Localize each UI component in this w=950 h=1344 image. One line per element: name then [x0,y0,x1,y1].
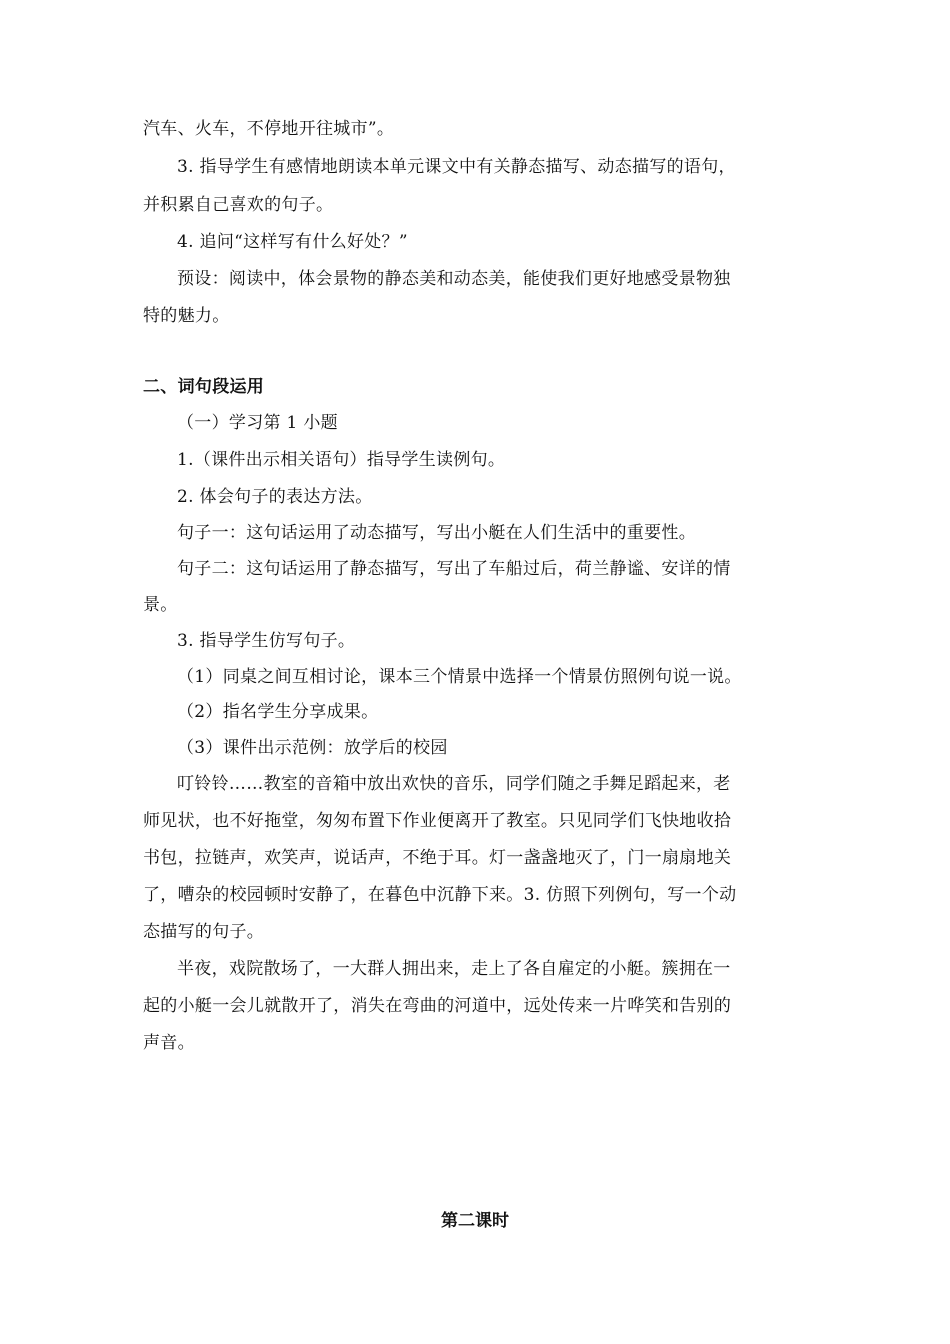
paragraph-line: 预设：阅读中，体会景物的静态美和动态美，能使我们更好地感受景物独 [177,269,731,289]
paragraph-line: 1.（课件出示相关语句）指导学生读例句。 [177,450,506,470]
subsection-heading: （一）学习第 1 小题 [177,413,338,433]
paragraph-line: 起的小艇一会儿就散开了，消失在弯曲的河道中，远处传来一片哗笑和告别的 [143,996,732,1016]
paragraph-line: 3. 指导学生有感情地朗读本单元课文中有关静态描写、动态描写的语句， [177,157,736,177]
section-heading: 二、词句段运用 [143,377,265,397]
paragraph-line: 师见状，也不好拖堂，匆匆布置下作业便离开了教室。只见同学们飞快地收拾 [143,811,732,831]
paragraph-line: 3. 指导学生仿写句子。 [177,631,356,651]
paragraph-line: 半夜，戏院散场了，一大群人拥出来，走上了各自雇定的小艇。簇拥在一 [177,959,731,979]
paragraph-line: （3）课件出示范例：放学后的校园 [177,738,448,758]
paragraph-line: 态描写的句子。 [143,922,265,942]
paragraph-line: 4. 追问“这样写有什么好处？” [177,232,408,252]
paragraph-line: 特的魅力。 [143,306,230,326]
paragraph-line: 句子一：这句话运用了动态描写，写出小艇在人们生活中的重要性。 [177,523,696,543]
paragraph-line: （1）同桌之间互相讨论，课本三个情景中选择一个情景仿照例句说一说。 [177,667,742,687]
lesson-title: 第二课时 [441,1211,509,1231]
paragraph-line: 句子二：这句话运用了静态描写，写出了车船过后，荷兰静谧、安详的情 [177,559,731,579]
paragraph-line: 叮铃铃……教室的音箱中放出欢快的音乐，同学们随之手舞足蹈起来，老 [177,774,731,794]
paragraph-line: 声音。 [143,1033,195,1053]
paragraph-line: 书包，拉链声，欢笑声，说话声，不绝于耳。灯一盏盏地灭了，门一扇扇地关 [143,848,732,868]
paragraph-line: 2. 体会句子的表达方法。 [177,487,373,507]
paragraph-line: 了，嘈杂的校园顿时安静了，在暮色中沉静下来。3. 仿照下列例句，写一个动 [143,885,737,905]
paragraph-line: 并积累自己喜欢的句子。 [143,195,334,215]
paragraph-line: 景。 [143,595,178,615]
paragraph-line: 汽车、火车，不停地开往城市”。 [143,119,395,139]
paragraph-line: （2）指名学生分享成果。 [177,702,379,722]
